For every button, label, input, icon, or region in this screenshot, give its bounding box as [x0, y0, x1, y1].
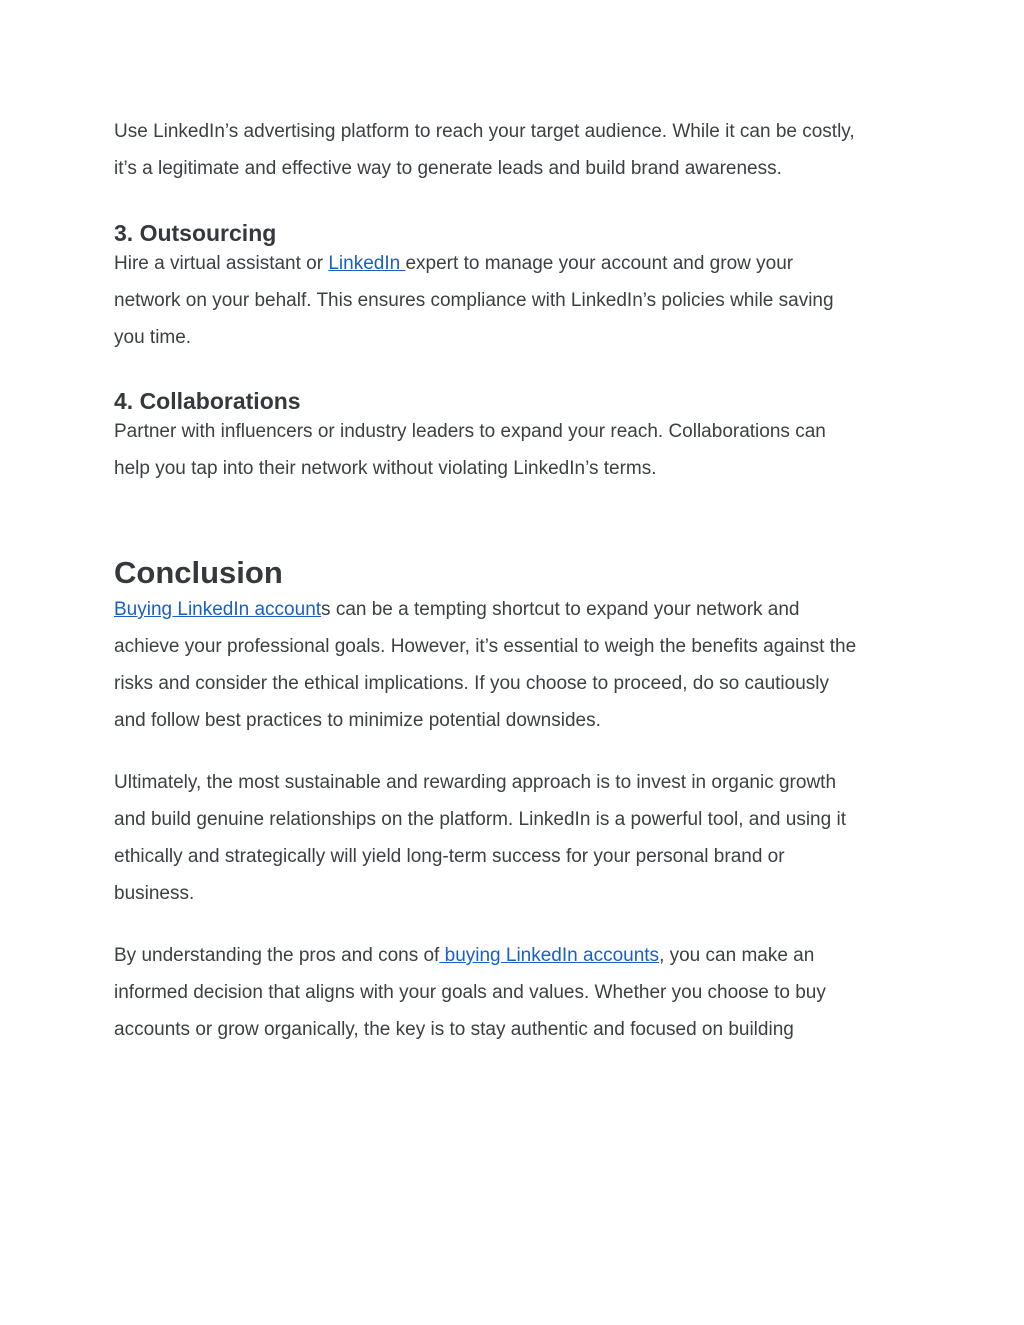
buying-linkedin-account-link[interactable]: Buying LinkedIn account	[114, 599, 322, 620]
conclusion-p1-line-3: risks and consider the ethical implications. If you choose to proceed, do so cautiously	[114, 673, 829, 694]
intro-line-2: it’s a legitimate and effective way to generate leads and build brand awareness.	[114, 158, 782, 179]
conclusion-p1-line-4: and follow best practices to minimize potential downsides.	[114, 710, 601, 731]
conclusion-p2-line-3: ethically and strategically will yield long-term success for your personal brand or	[114, 846, 785, 867]
collaborations-line-1: Partner with influencers or industry leaders to expand your reach. Collaborations can	[114, 421, 826, 442]
conclusion-p1-line-2: achieve your professional goals. However, it’s essential to weigh the benefits against the	[114, 636, 857, 657]
conclusion-paragraph-2	[114, 764, 914, 912]
conclusion-p1-text-after: s can be a tempting shortcut to expand your network and	[321, 599, 800, 620]
conclusion-heading: Conclusion	[114, 555, 283, 590]
intro-line-1: Use LinkedIn’s advertising platform to reach your target audience. While it can be costly,	[114, 121, 855, 142]
outsourcing-line-2: network on your behalf. This ensures compliance with LinkedIn’s policies while saving	[114, 290, 834, 311]
outsourcing-line-1	[114, 245, 914, 282]
outsourcing-line-3: you time.	[114, 327, 192, 348]
conclusion-p2-line-4: business.	[114, 883, 195, 904]
outsourcing-text-after: expert to manage your account and grow your	[405, 253, 794, 274]
conclusion-p3-line-3: accounts or grow organically, the key is to stay authentic and focused on building	[114, 1019, 794, 1040]
conclusion-p3-line-2: informed decision that aligns with your goals and values. Whether you choose to buy	[114, 982, 826, 1003]
outsourcing-text-before: Hire a virtual assistant or	[114, 253, 329, 274]
conclusion-p3-text-after: , you can make an	[659, 945, 815, 966]
collaborations-line-2: help you tap into their network without violating LinkedIn’s terms.	[114, 458, 657, 479]
conclusion-paragraph-3	[114, 937, 914, 1048]
outsourcing-heading: 3. Outsourcing	[114, 220, 277, 246]
conclusion-paragraph-1	[114, 591, 914, 739]
intro-paragraph	[114, 113, 914, 187]
buying-linkedin-accounts-link[interactable]: buying LinkedIn accounts	[439, 945, 660, 966]
conclusion-p2-line-1: Ultimately, the most sustainable and rewarding approach is to invest in organic growth	[114, 772, 837, 793]
conclusion-p1-line-1	[114, 591, 914, 628]
linkedin-link[interactable]: LinkedIn	[328, 253, 406, 274]
collaborations-paragraph	[114, 413, 914, 487]
collaborations-heading: 4. Collaborations	[114, 388, 301, 414]
conclusion-p2-line-2: and build genuine relationships on the platform. LinkedIn is a powerful tool, and using it	[114, 809, 846, 830]
conclusion-p3-text-before: By understanding the pros and cons of	[114, 945, 440, 966]
outsourcing-paragraph	[114, 245, 914, 356]
conclusion-p3-line-1	[114, 937, 914, 974]
